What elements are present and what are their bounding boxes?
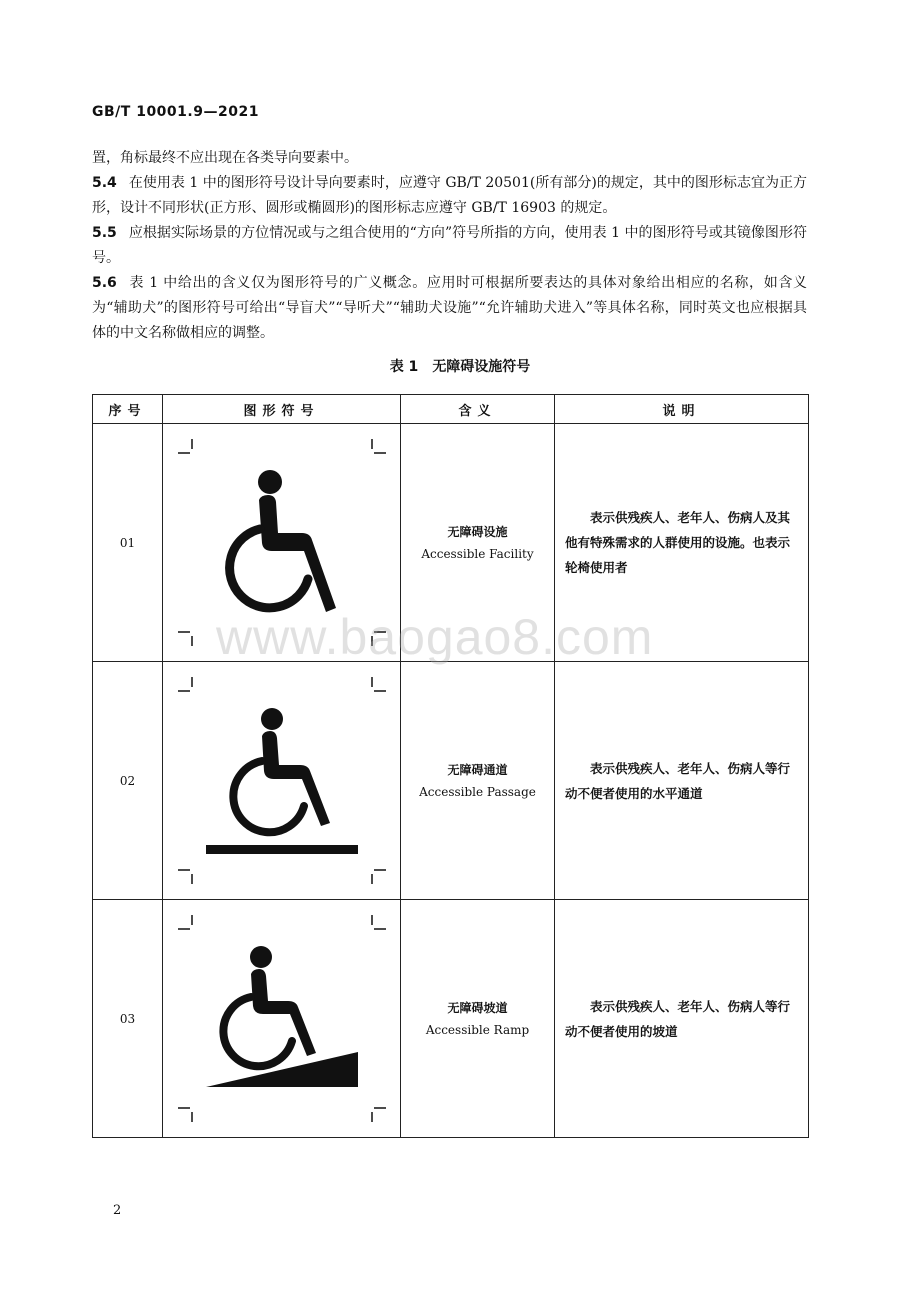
paragraph-5-4 xyxy=(92,171,807,221)
meaning-en: Accessible Facility xyxy=(421,546,534,561)
table-number: 表 1 xyxy=(389,359,419,375)
watermark: www.baogao8.com xyxy=(216,609,654,665)
wheelchair-accessible-facility-icon xyxy=(164,425,400,660)
clause-number: 5.6 xyxy=(92,275,117,291)
header-symbol: 图形符号 xyxy=(163,395,401,424)
table-caption xyxy=(0,356,920,376)
clause-number: 5.5 xyxy=(92,225,117,241)
table-header-row xyxy=(93,395,809,424)
table-row xyxy=(93,662,809,900)
description-text: 表示供残疾人、老年人、伤病人等行动不便者使用的坡道 xyxy=(565,998,791,1039)
row-number: 02 xyxy=(93,662,163,900)
header-description: 说明 xyxy=(555,395,809,424)
page-number: 2 xyxy=(113,1203,122,1218)
meaning-zh: 无障碍设施 xyxy=(447,524,508,539)
standard-code: GB/T 10001.9—2021 xyxy=(92,104,259,120)
meaning-zh: 无障碍坡道 xyxy=(447,1000,508,1015)
paragraph-text: 表 1 中给出的含义仅为图形符号的广义概念。应用时可根据所要表达的具体对象给出相应的名称，如含义为“辅助犬”的图形符号可给出“导盲犬”“导听犬”“辅助犬设施”“允许辅助犬进入”等具体名称，同时英文也应根据具体的中文名称做相应的调整。 xyxy=(92,275,807,341)
table-row xyxy=(93,424,809,662)
table-title: 无障碍设施符号 xyxy=(432,359,531,375)
paragraph-text: 在使用表 1 中的图形符号设计导向要素时，应遵守 GB/T 20501(所有部分)的规定，其中的图形标志宜为正方形，设计不同形状(正方形、圆形或椭圆形)的图形标志应遵守 GB/T 16903 的规定。 xyxy=(92,175,807,216)
paragraph-5-5 xyxy=(92,221,807,271)
table-row xyxy=(93,900,809,1138)
header-meaning: 含义 xyxy=(401,395,555,424)
description-text: 表示供残疾人、老年人、伤病人等行动不便者使用的水平通道 xyxy=(565,760,791,801)
description-text: 表示供残疾人、老年人、伤病人及其他有特殊需求的人群使用的设施。也表示轮椅使用者 xyxy=(565,510,791,575)
accessibility-symbols-table xyxy=(92,394,809,1138)
paragraph-continued xyxy=(92,146,807,171)
row-number: 03 xyxy=(93,900,163,1138)
paragraph-text: 置，角标最终不应出现在各类导向要素中。 xyxy=(92,150,358,166)
meaning-zh: 无障碍通道 xyxy=(447,762,508,777)
paragraph-5-6 xyxy=(92,271,807,346)
meaning-en: Accessible Ramp xyxy=(425,1022,530,1037)
header-no: 序号 xyxy=(93,395,163,424)
clause-number: 5.4 xyxy=(92,175,117,191)
meaning-en: Accessible Passage xyxy=(419,784,536,799)
paragraph-text: 应根据实际场景的方位情况或与之组合使用的“方向”符号所指的方向，使用表 1 中的图形符号或其镜像图形符号。 xyxy=(92,225,807,266)
wheelchair-accessible-passage-icon xyxy=(164,663,400,898)
wheelchair-accessible-ramp-icon xyxy=(164,901,400,1136)
row-number: 01 xyxy=(93,424,163,662)
